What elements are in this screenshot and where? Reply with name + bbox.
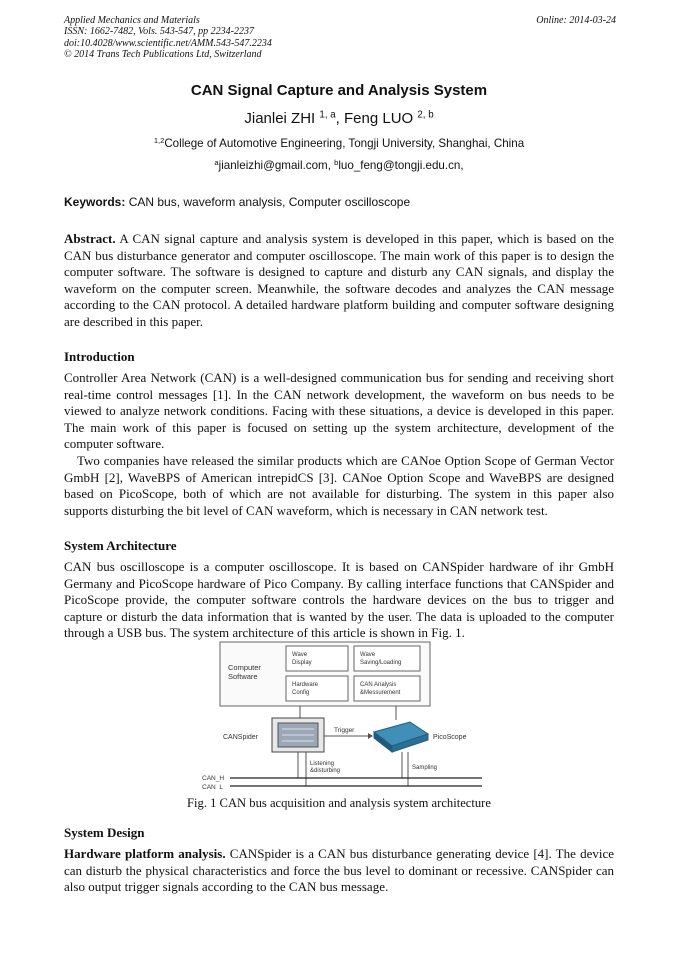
journal-copyright: © 2014 Trans Tech Publications Ltd, Switzerland [64,48,262,60]
email-a-sup: a [214,157,219,167]
email-line [0,159,678,172]
architecture-heading: System Architecture [64,538,177,553]
trigger-label: Trigger [334,727,355,734]
design-label: Hardware platform analysis. [64,846,226,861]
author-separator: , [335,110,344,127]
paper-title: CAN Signal Capture and Analysis System [190,82,488,99]
author-1-sup: 1, a [319,109,336,121]
affiliation-sup: 1,2 [153,135,165,145]
introduction-paragraph-2: Two companies have released the similar products which are CANoe Option Scope of German Vector GmbH [2], WaveBPS of American intrepidCS [3]. CANoe Option Scope and WaveBPS are designed based on PicoScope, both of which are not available for disturbing. The system in this paper also supports disturbing the bit level of CAN waveform, which is necessary in CAN network test. [64,453,614,518]
hardware-config-label-2: Config [292,690,310,696]
email-b: luo_feng@tongji.edu.cn, [338,159,464,172]
affiliation [0,137,678,150]
can-h-label: CAN_H [202,775,225,782]
email-b-sup: b [334,157,339,167]
wave-saving-box [354,646,420,671]
design-heading: System Design [64,825,145,840]
wave-display-box [286,646,348,671]
abstract [64,231,614,331]
introduction-paragraph-1: Controller Area Network (CAN) is a well-designed communication bus for sending and receiving short real-time control messages [1]. In the CAN network development, the waveform on bus needs to be viewed to analyze network conditions. Facing with these situations, a device is developed in this paper. The main work of this paper is focused on setting up the system architecture, development of the computer software. [64,370,614,452]
architecture-diagram [196,640,486,790]
author-2: Feng LUO [344,110,414,127]
journal-doi: doi:10.4028/www.scientific.net/AMM.543-547.2234 [64,37,272,49]
journal-name: Applied Mechanics and Materials [64,15,200,26]
canspider-label: CANSpider [223,734,259,741]
figure-caption: Fig. 1 CAN bus acquisition and analysis system architecture [187,796,491,810]
can-analysis-box [354,676,420,701]
design-paragraph [64,846,614,896]
wave-saving-label-2: Saving/Loading [360,660,402,666]
hardware-config-label-1: Hardware [292,682,319,688]
can-analysis-label-2: &Messurement [360,690,401,696]
journal-header [64,15,616,60]
email-a: jianleizhi@gmail.com, [218,159,335,172]
wave-saving-label-1: Wave [360,652,376,658]
keywords-text: CAN bus, waveform analysis, Computer oscilloscope [125,195,411,209]
abstract-label: Abstract. [64,231,116,246]
keywords-label: Keywords: [64,195,126,209]
hardware-config-box [286,676,348,701]
computer-software-label-2: Software [228,672,258,681]
listening-label-2: &disturbing [310,768,341,774]
affiliation-text: College of Automotive Engineering, Tongji University, Shanghai, China [164,137,525,150]
picoscope-label: PicoScope [433,734,467,741]
author-2-sup: 2, b [417,109,434,121]
wave-display-label-1: Wave [292,652,308,658]
can-analysis-label-1: CAN Analysis [360,682,397,688]
introduction-heading: Introduction [64,349,135,364]
figure-1 [196,640,486,790]
author-line [0,110,678,127]
abstract-text: A CAN signal capture and analysis system is developed in this paper, which is based on the CAN bus disturbance generator and computer oscilloscope. The main work of this paper is to design the computer software. The software is designed to capture and disturb any CAN signals, and display the waveform on the computer screen. Meanwhile, the software decodes and analyzes the CAN message according to the CAN protocol. A detailed hardware platform building and computer software designing are described in this paper. [64,231,614,329]
online-date: Online: 2014-03-24 [536,15,616,26]
keywords [64,195,410,209]
listening-label-1: Listening [310,761,335,767]
sampling-label: Sampling [412,765,438,771]
computer-software-label-1: Computer [228,663,261,672]
can-l-label: CAN_L [202,784,223,790]
design-text: CANSpider is a CAN bus disturbance generating device [4]. The device can disturb the physical characteristics and force the bus level to dominant or recessive. CANSpider can also output trigger signals according to the CAN bus message. [64,846,614,895]
journal-issn: ISSN: 1662-7482, Vols. 543-547, pp 2234-2237 [64,26,254,38]
wave-display-label-2: Display [292,660,312,666]
architecture-paragraph: CAN bus oscilloscope is a computer oscilloscope. It is based on CANSpider hardware of ihr GmbH Germany and PicoScope hardware of Pico Company. By calling interface functions that CANSpider and PicoScope provide, the computer software controls the hardware devices on the bus to trigger and capture or disturb the data information that is wanted by the user. The data is uploaded to the computer through a USB bus. The system architecture of this article is shown in Fig. 1. [64,559,614,641]
author-1: Jianlei ZHI [244,110,316,127]
